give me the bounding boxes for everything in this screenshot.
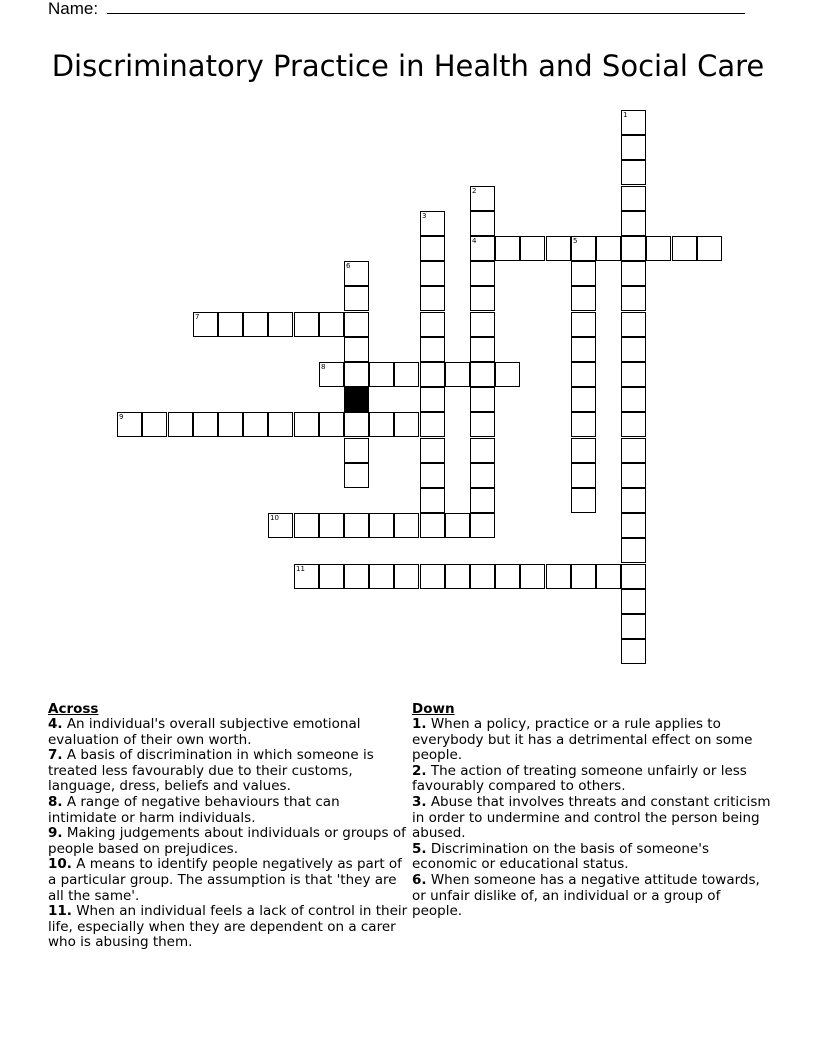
grid-cell[interactable] [470, 286, 495, 311]
grid-cell[interactable] [571, 564, 596, 589]
across-clue [48, 748, 410, 795]
clue-number: 4 [472, 237, 477, 245]
across-clue [48, 826, 410, 857]
across-clue [48, 717, 410, 748]
grid-cell[interactable] [470, 312, 495, 337]
grid-cell[interactable] [420, 564, 445, 589]
grid-cell[interactable] [621, 160, 646, 185]
grid-cell[interactable] [571, 463, 596, 488]
grid-cell[interactable] [268, 312, 293, 337]
clue-text: A basis of discrimination in which someone is treated less favourably due to their customs, language, dress, beliefs and values. [48, 747, 374, 795]
grid-cell[interactable] [621, 387, 646, 412]
grid-cell[interactable] [369, 564, 394, 589]
grid-cell[interactable] [369, 513, 394, 538]
grid-cell[interactable] [596, 564, 621, 589]
grid-cell[interactable] [420, 337, 445, 362]
clue-number: 7 [195, 313, 200, 321]
grid-cell[interactable] [420, 211, 445, 236]
grid-cell[interactable] [319, 412, 344, 437]
grid-cell[interactable] [571, 261, 596, 286]
clue-number: 8. [48, 793, 63, 810]
across-clues [48, 701, 410, 951]
grid-cell[interactable] [294, 312, 319, 337]
grid-cell[interactable] [394, 564, 419, 589]
grid-cell[interactable] [218, 312, 243, 337]
down-clue [412, 795, 772, 842]
grid-cell[interactable] [621, 110, 646, 135]
grid-cell[interactable] [319, 362, 344, 387]
grid-cell[interactable] [445, 564, 470, 589]
grid-cell[interactable] [218, 412, 243, 437]
grid-cell[interactable] [571, 337, 596, 362]
grid-cell[interactable] [571, 362, 596, 387]
grid-cell[interactable] [621, 261, 646, 286]
grid-cell[interactable] [621, 513, 646, 538]
grid-cell[interactable] [621, 362, 646, 387]
name-field[interactable] [48, 0, 745, 20]
grid-cell[interactable] [344, 438, 369, 463]
down-clue [412, 717, 772, 764]
grid-cell[interactable] [420, 362, 445, 387]
clue-number: 3 [422, 212, 427, 220]
grid-cell[interactable] [445, 513, 470, 538]
grid-cell[interactable] [495, 564, 520, 589]
grid-cell[interactable] [420, 488, 445, 513]
clue-text: A range of negative behaviours that can intimidate or harm individuals. [48, 793, 340, 826]
grid-cell[interactable] [470, 564, 495, 589]
clue-number: 8 [321, 363, 326, 371]
grid-cell[interactable] [319, 312, 344, 337]
clue-number: 7. [48, 747, 63, 764]
grid-cell[interactable] [344, 312, 369, 337]
name-label: Name: [48, 0, 103, 18]
grid-cell[interactable] [394, 362, 419, 387]
grid-cell[interactable] [369, 362, 394, 387]
across-clue-list [48, 717, 410, 951]
clue-number: 5. [412, 840, 427, 857]
grid-cell[interactable] [621, 589, 646, 614]
grid-cell[interactable] [546, 564, 571, 589]
clue-number: 1. [412, 716, 427, 732]
grid-cell[interactable] [470, 261, 495, 286]
grid-cell[interactable] [294, 564, 319, 589]
clue-text: When an individual feels a lack of control in their life, especially when they are dependent on a carer who is abusing them. [48, 903, 408, 951]
grid-cell[interactable] [520, 236, 545, 261]
name-underline [107, 0, 745, 14]
grid-cell[interactable] [621, 135, 646, 160]
grid-cell[interactable] [369, 412, 394, 437]
clue-number: 10. [48, 856, 72, 873]
grid-cell[interactable] [571, 387, 596, 412]
clue-number: 10 [270, 514, 279, 522]
grid-cell[interactable] [697, 236, 722, 261]
down-clues [412, 701, 772, 920]
grid-cell[interactable] [268, 513, 293, 538]
clue-number: 1 [623, 111, 628, 119]
grid-cell[interactable] [470, 438, 495, 463]
grid-cell[interactable] [117, 412, 142, 437]
grid-cell[interactable] [621, 639, 646, 664]
grid-cell[interactable] [571, 488, 596, 513]
grid-cell[interactable] [420, 438, 445, 463]
grid-cell[interactable] [546, 236, 571, 261]
clue-number: 11 [296, 565, 305, 573]
grid-cell[interactable] [168, 412, 193, 437]
grid-cell[interactable] [621, 438, 646, 463]
grid-cell[interactable] [420, 387, 445, 412]
grid-cell[interactable] [646, 236, 671, 261]
down-heading: Down [412, 701, 455, 717]
clue-number: 4. [48, 716, 63, 732]
grid-cell[interactable] [621, 186, 646, 211]
grid-cell[interactable] [470, 412, 495, 437]
clue-text: A means to identify people negatively as part of a particular group. The assumption is that 'they are all the same'. [48, 856, 402, 904]
grid-cell[interactable] [495, 236, 520, 261]
grid-cell[interactable] [344, 412, 369, 437]
grid-cell[interactable] [470, 387, 495, 412]
grid-cell[interactable] [319, 513, 344, 538]
grid-cell[interactable] [294, 513, 319, 538]
grid-cell[interactable] [571, 438, 596, 463]
grid-cell[interactable] [394, 513, 419, 538]
grid-cell[interactable] [470, 186, 495, 211]
grid-cell[interactable] [193, 312, 218, 337]
grid-cell[interactable] [470, 463, 495, 488]
across-clue [48, 795, 410, 826]
grid-cell[interactable] [268, 412, 293, 437]
clue-text: Discrimination on the basis of someone's economic or educational status. [412, 840, 710, 873]
clue-number: 11. [48, 903, 72, 920]
grid-cell[interactable] [344, 362, 369, 387]
page-title: Discriminatory Practice in Health and Social Care [51, 49, 765, 83]
clue-text: When someone has a negative attitude towards, or unfair dislike of, an individual or a group of people. [412, 871, 760, 920]
grid-cell[interactable] [394, 412, 419, 437]
grid-cell[interactable] [621, 463, 646, 488]
grid-cell[interactable] [344, 513, 369, 538]
grid-cell[interactable] [495, 362, 520, 387]
clue-number: 2. [412, 762, 427, 779]
across-heading: Across [48, 701, 99, 717]
grid-cell[interactable] [319, 564, 344, 589]
clue-text: When a policy, practice or a rule applies to everybody but it has a detrimental effect on some people. [412, 716, 753, 764]
clue-text: Abuse that involves threats and constant criticism in order to undermine and control the person being abused. [412, 793, 771, 842]
clue-number: 3. [412, 793, 427, 810]
grid-cell[interactable] [445, 362, 470, 387]
grid-cell[interactable] [621, 488, 646, 513]
clue-number: 6. [412, 871, 427, 888]
grid-cell[interactable] [621, 614, 646, 639]
grid-cell[interactable] [243, 312, 268, 337]
grid-cell[interactable] [344, 286, 369, 311]
grid-cell[interactable] [420, 412, 445, 437]
grid-cell[interactable] [596, 236, 621, 261]
grid-cell[interactable] [470, 236, 495, 261]
grid-cell[interactable] [420, 261, 445, 286]
grid-cell[interactable] [621, 211, 646, 236]
clue-text: An individual's overall subjective emotional evaluation of their own worth. [48, 716, 361, 748]
across-clue [48, 857, 410, 904]
grid-cell[interactable] [193, 412, 218, 437]
grid-cell[interactable] [470, 337, 495, 362]
grid-cell[interactable] [344, 564, 369, 589]
grid-cell[interactable] [621, 312, 646, 337]
grid-cell[interactable] [420, 513, 445, 538]
grid-cell[interactable] [420, 286, 445, 311]
down-clue [412, 873, 772, 920]
grid-cell[interactable] [344, 337, 369, 362]
grid-cell[interactable] [470, 211, 495, 236]
grid-cell[interactable] [621, 286, 646, 311]
grid-cell[interactable] [344, 463, 369, 488]
grid-cell[interactable] [294, 412, 319, 437]
clue-number: 2 [472, 187, 477, 195]
grid-cell[interactable] [520, 564, 545, 589]
grid-cell[interactable] [420, 236, 445, 261]
grid-cell[interactable] [243, 412, 268, 437]
clue-number: 9 [119, 413, 124, 421]
grid-cell[interactable] [470, 513, 495, 538]
grid-cell[interactable] [420, 463, 445, 488]
grid-cell[interactable] [470, 488, 495, 513]
down-clue-list [412, 717, 772, 920]
down-clue [412, 764, 772, 795]
down-clue [412, 842, 772, 873]
grid-cell[interactable] [571, 412, 596, 437]
grid-cell[interactable] [672, 236, 697, 261]
grid-cell[interactable] [571, 312, 596, 337]
clue-text: Making judgements about individuals or groups of people based on prejudices. [48, 825, 406, 857]
black-square [344, 387, 369, 412]
grid-cell[interactable] [470, 362, 495, 387]
grid-cell[interactable] [621, 538, 646, 563]
grid-cell[interactable] [621, 236, 646, 261]
across-clue [48, 904, 410, 951]
grid-cell[interactable] [621, 412, 646, 437]
clue-number: 9. [48, 825, 63, 842]
grid-cell[interactable] [621, 564, 646, 589]
grid-cell[interactable] [344, 261, 369, 286]
clue-text: The action of treating someone unfairly or less favourably compared to others. [412, 762, 747, 795]
grid-cell[interactable] [621, 337, 646, 362]
grid-cell[interactable] [142, 412, 167, 437]
grid-cell[interactable] [571, 286, 596, 311]
grid-cell[interactable] [420, 312, 445, 337]
clue-number: 6 [346, 262, 351, 270]
grid-cell[interactable] [571, 236, 596, 261]
clue-number: 5 [573, 237, 578, 245]
